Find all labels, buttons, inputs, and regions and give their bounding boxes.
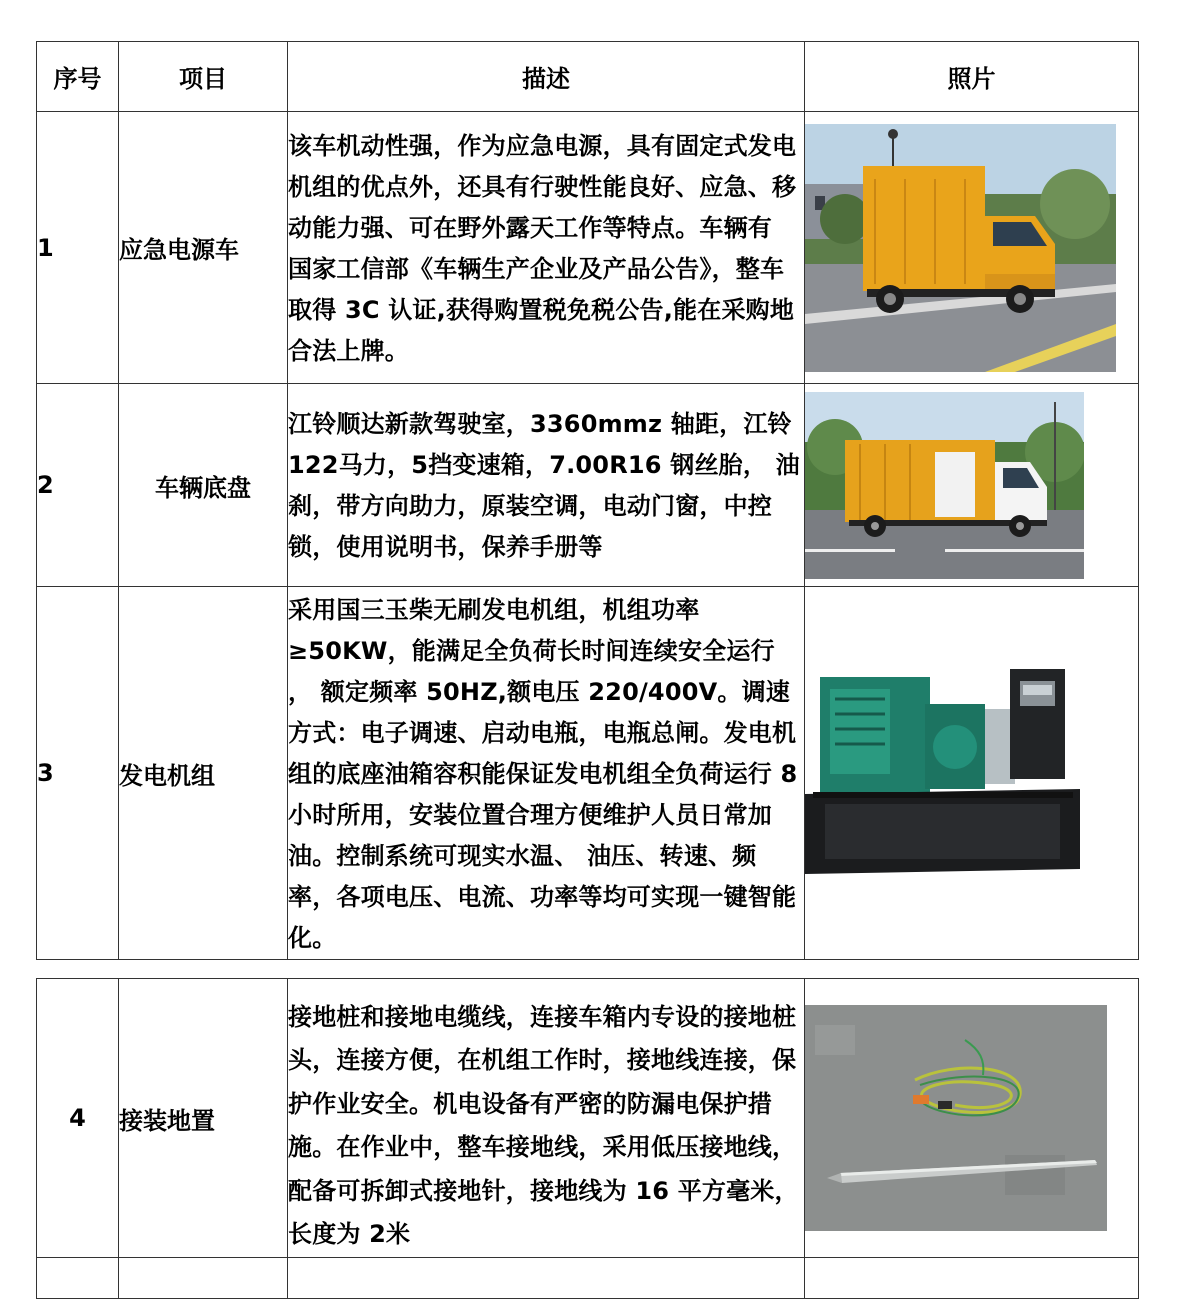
row-desc: 采用国三玉柴无刷发电机组，机组功率≥50KW，能满足全负荷长时间连续安全运行 ， 额定频率 50HZ,额电压 220/400V。调速方式：电子调速、启动电瓶，电瓶总闸。发电机组的底座油箱容积能保证发电机组全负荷运行 8 小时所用，安装位置合理方便维护人员日常加油。控制系统可现实水温、 油压、转速、频率，各项电压、电流、功率等均可实现一键智能化。 [288,587,805,960]
row-photo-cell [805,112,1139,384]
row-desc: 接地桩和接地电缆线，连接车箱内专设的接地桩头，连接方便，在机组工作时，接地线连接，保护作业安全。机电设备有严密的防漏电保护措施。在作业中，整车接地线，采用低压接地线，配备可拆卸式接地针，接地线为 16 平方毫米，长度为 2米 [288,979,805,1258]
truck-side-view-photo [805,392,1084,579]
row-no: 4 [37,979,119,1258]
table-row [37,979,1139,1258]
spec-table-part1 [36,41,1139,960]
table-header-row [37,42,1139,112]
yellow-power-truck-photo [805,124,1116,372]
row-item: 接装地置 [119,979,288,1258]
row-no: 2 [37,384,119,587]
table-row [37,384,1139,587]
row-photo-cell [805,979,1139,1258]
row-desc: 该车机动性强，作为应急电源，具有固定式发电机组的优点外，还具有行驶性能良好、应急、移动能力强、可在野外露天工作等特点。车辆有 国家工信部《车辆生产企业及产品公告》，整车取得 3C 认证,获得购置税免税公告,能在采购地合法上牌。 [288,112,805,384]
header-no: 序号 [37,42,119,112]
header-item: 项目 [119,42,288,112]
spec-table-part2 [36,978,1139,1299]
row-no: 1 [37,112,119,384]
row-desc: 江铃顺达新款驾驶室，3360mmz 轴距，江铃122马力，5挡变速箱，7.00R16 钢丝胎， 油刹，带方向助力，原装空调，电动门窗，中控锁，使用说明书，保养手册等 [288,384,805,587]
row-item: 发电机组 [119,587,288,960]
row-item: 车辆底盘 [119,384,288,587]
header-desc: 描述 [288,42,805,112]
grounding-rod-cable-photo [805,1005,1107,1231]
table-row [37,587,1139,960]
row-photo-cell [805,587,1139,960]
table-row [37,112,1139,384]
row-photo-cell [805,384,1139,587]
row-no: 3 [37,587,119,960]
header-photo: 照片 [805,42,1139,112]
diesel-generator-set-photo [805,669,1080,889]
row-item: 应急电源车 [119,112,288,384]
